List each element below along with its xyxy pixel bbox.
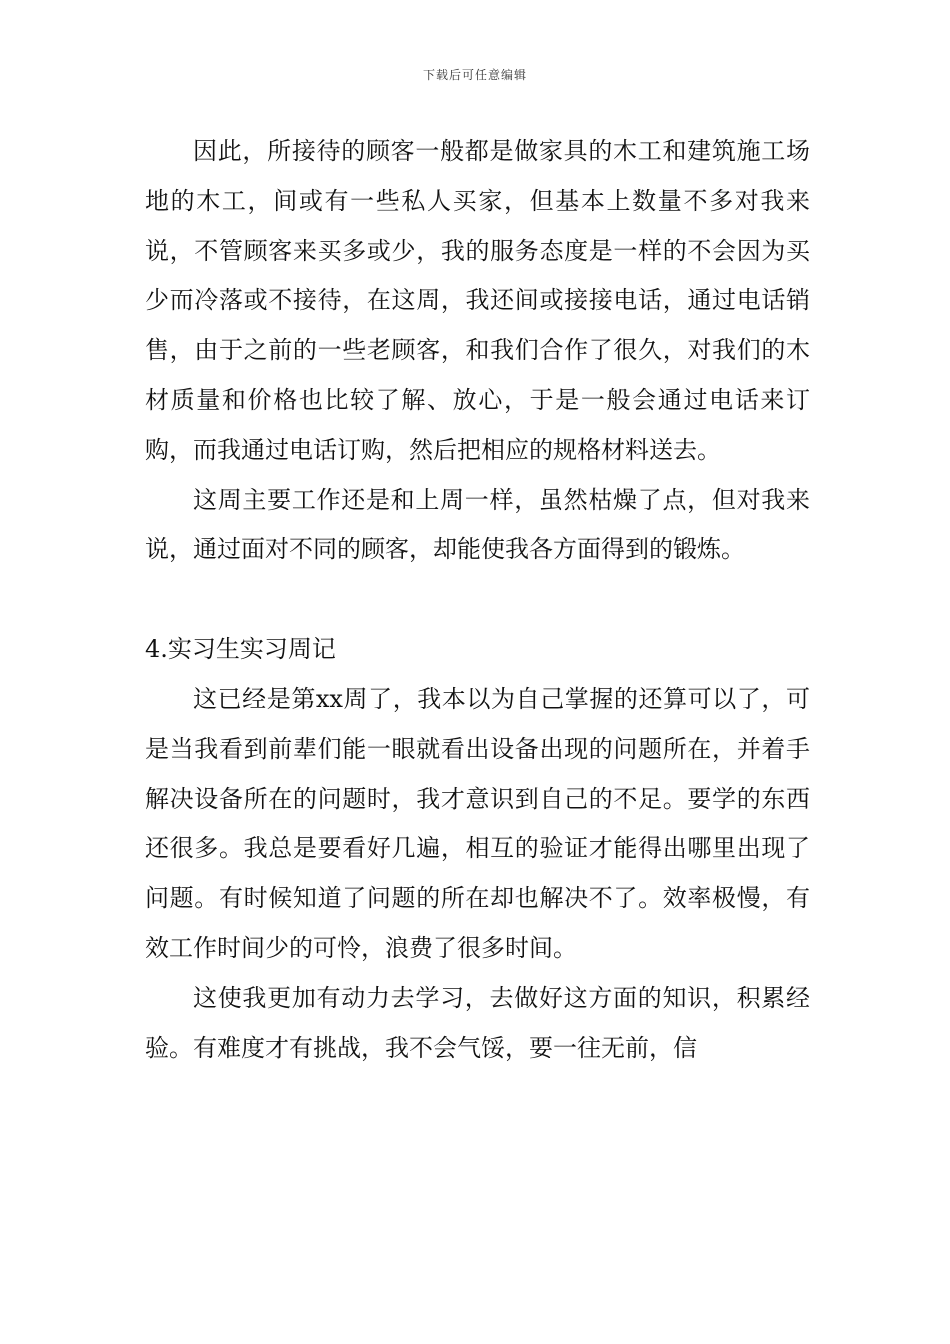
- paragraph: 这使我更加有动力去学习，去做好这方面的知识，积累经验。有难度才有挑战，我不会气馁，要一往无前，信: [145, 983, 810, 1062]
- section-title: 4.实习生实习周记: [145, 635, 336, 664]
- header-note: 下载后可任意编辑: [422, 68, 527, 82]
- paragraph: 因此，所接待的顾客一般都是做家具的木工和建筑施工场地的木工，间或有一些私人买家，但基本上数量不多对我来说，不管顾客来买多或少，我的服务态度是一样的不会因为买少而冷落或不接待，在这周，我还间或接接电话，通过电话销售，由于之前的一些老顾客，和我们合作了很久，对我们的木材质量和价格也比较了解、放心，于是一般会通过电话来订购，而我通过电话订购，然后把相应的规格材料送去。: [145, 137, 810, 464]
- paragraph: 这已经是第xx周了，我本以为自己掌握的还算可以了，可是当我看到前辈们能一眼就看出设备出现的问题所在，并着手解决设备所在的问题时，我才意识到自己的不足。要学的东西还很多。我总是要看好几遍，相互的验证才能得出哪里出现了问题。有时候知道了问题的所在却也解决不了。效率极慢，有效工作时间少的可怜，浪费了很多时间。: [145, 684, 810, 962]
- section-gap: [145, 575, 810, 625]
- paragraph: 这周主要工作还是和上周一样，虽然枯燥了点，但对我来说，通过面对不同的顾客，却能使我各方面得到的锻炼。: [145, 485, 810, 564]
- document-body: [145, 127, 810, 1073]
